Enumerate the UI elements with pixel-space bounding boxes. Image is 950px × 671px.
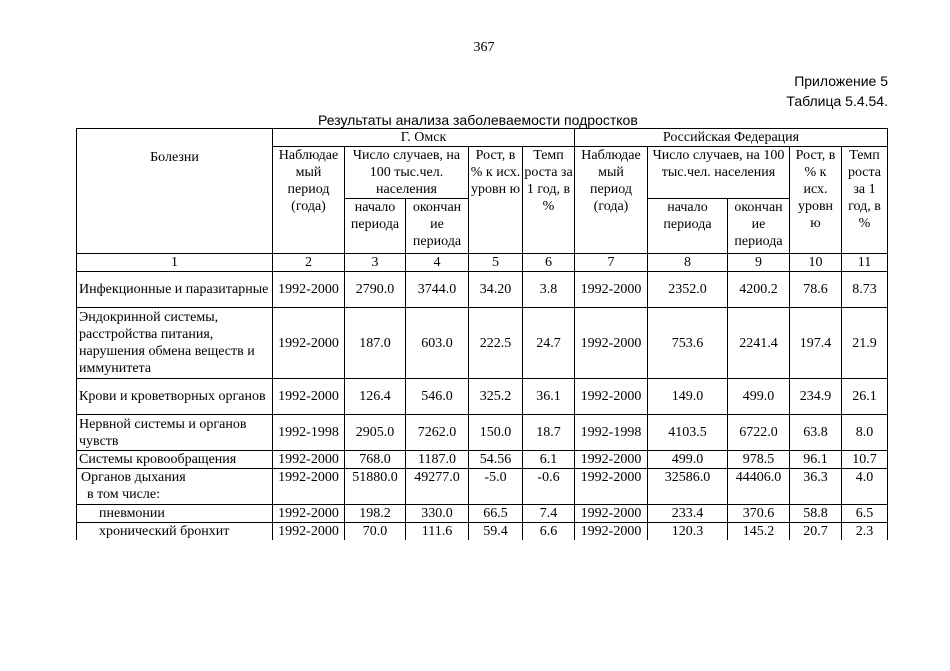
table-cell: 1992-2000 xyxy=(273,272,345,308)
table-cell: 4103.5 xyxy=(648,415,728,451)
table-cell: 198.2 xyxy=(345,505,406,523)
table-cell: 978.5 xyxy=(728,451,790,469)
header-start: начало периода xyxy=(345,199,406,254)
table-cell: 6.1 xyxy=(523,451,575,469)
table-cell: 51880.0 xyxy=(345,469,406,505)
table-cell: 10.7 xyxy=(842,451,888,469)
table-cell: 54.56 xyxy=(469,451,523,469)
table-cell: 1992-2000 xyxy=(575,505,648,523)
disease-name: Нервной системы и органов чувств xyxy=(77,415,273,451)
table-cell: 70.0 xyxy=(345,523,406,541)
table-cell: 32586.0 xyxy=(648,469,728,505)
column-number: 7 xyxy=(575,254,648,272)
header-start: начало периода xyxy=(648,199,728,254)
table-cell: 150.0 xyxy=(469,415,523,451)
table-cell: 6.6 xyxy=(523,523,575,541)
table-row xyxy=(77,379,888,415)
table-row xyxy=(77,272,888,308)
column-number: 2 xyxy=(273,254,345,272)
table-cell: 4200.2 xyxy=(728,272,790,308)
table-row xyxy=(77,505,888,523)
table-cell: 6.5 xyxy=(842,505,888,523)
table-cell: 58.8 xyxy=(790,505,842,523)
header-end: окончан ие периода xyxy=(728,199,790,254)
disease-name: Инфекционные и паразитарные xyxy=(77,272,273,308)
table-cell: 21.9 xyxy=(842,308,888,379)
table-cell: 233.4 xyxy=(648,505,728,523)
table-row xyxy=(77,451,888,469)
table-cell: 753.6 xyxy=(648,308,728,379)
column-number: 11 xyxy=(842,254,888,272)
table-cell: 2352.0 xyxy=(648,272,728,308)
table-cell: 145.2 xyxy=(728,523,790,541)
table-cell: 222.5 xyxy=(469,308,523,379)
appendix-label: Приложение 5 xyxy=(794,73,888,89)
column-number: 3 xyxy=(345,254,406,272)
header-growth: Рост, в % к исх. уровн ю xyxy=(790,147,842,254)
table-cell: 1992-2000 xyxy=(273,308,345,379)
header-region-rf: Российская Федерация xyxy=(575,129,888,147)
header-period: Наблюдае мый период (года) xyxy=(575,147,648,254)
column-number-row xyxy=(77,254,888,272)
table-label: Таблица 5.4.54. xyxy=(786,93,888,109)
table-cell: 1992-1998 xyxy=(273,415,345,451)
table-row xyxy=(77,469,888,505)
column-number: 10 xyxy=(790,254,842,272)
table-cell: 96.1 xyxy=(790,451,842,469)
table-cell: 8.0 xyxy=(842,415,888,451)
table-row xyxy=(77,415,888,451)
column-number: 4 xyxy=(406,254,469,272)
page-number: 367 xyxy=(473,40,495,55)
table-cell: 370.6 xyxy=(728,505,790,523)
disease-name xyxy=(77,469,273,505)
table-cell: 36.3 xyxy=(790,469,842,505)
table-cell: 26.1 xyxy=(842,379,888,415)
column-number: 9 xyxy=(728,254,790,272)
table-cell: 768.0 xyxy=(345,451,406,469)
table-cell: 6722.0 xyxy=(728,415,790,451)
table-row xyxy=(77,308,888,379)
table-caption: Результаты анализа заболеваемости подростков xyxy=(318,112,638,128)
table-cell: 126.4 xyxy=(345,379,406,415)
table-cell: 78.6 xyxy=(790,272,842,308)
header-cases: Число случаев, на 100 тыс.чел. населения xyxy=(648,147,790,199)
column-number: 5 xyxy=(469,254,523,272)
table-cell: 20.7 xyxy=(790,523,842,541)
disease-name-text: Органов дыхания xyxy=(81,470,186,485)
table-cell: 1187.0 xyxy=(406,451,469,469)
table-cell: 111.6 xyxy=(406,523,469,541)
disease-name: Эндокринной системы, расстройства питания, нарушения обмена веществ и иммунитета xyxy=(77,308,273,379)
table-cell: 18.7 xyxy=(523,415,575,451)
table-cell: 149.0 xyxy=(648,379,728,415)
table-cell: 3.8 xyxy=(523,272,575,308)
table-cell: 1992-2000 xyxy=(575,272,648,308)
table-cell: 330.0 xyxy=(406,505,469,523)
table-cell: 1992-2000 xyxy=(575,523,648,541)
table-cell: 1992-2000 xyxy=(273,505,345,523)
table-cell: 1992-2000 xyxy=(273,451,345,469)
table-cell: 1992-2000 xyxy=(575,469,648,505)
table-cell: 1992-2000 xyxy=(273,379,345,415)
table-cell: 34.20 xyxy=(469,272,523,308)
table-cell: 499.0 xyxy=(728,379,790,415)
header-rate: Темп роста за 1 год, в % xyxy=(523,147,575,254)
table-cell: 120.3 xyxy=(648,523,728,541)
table-cell: 3744.0 xyxy=(406,272,469,308)
table-cell: 2241.4 xyxy=(728,308,790,379)
table-cell: 66.5 xyxy=(469,505,523,523)
table-cell: 234.9 xyxy=(790,379,842,415)
table-cell: 2790.0 xyxy=(345,272,406,308)
disease-name: пневмонии xyxy=(77,505,273,523)
appendix-heading xyxy=(786,71,888,111)
table-cell: 7262.0 xyxy=(406,415,469,451)
table-cell: 197.4 xyxy=(790,308,842,379)
table-cell: 8.73 xyxy=(842,272,888,308)
disease-name: Крови и кроветворных органов xyxy=(77,379,273,415)
table-cell: 2905.0 xyxy=(345,415,406,451)
header-rate: Темп роста за 1 год, в % xyxy=(842,147,888,254)
table-cell: 603.0 xyxy=(406,308,469,379)
header-region-omsk: Г. Омск xyxy=(273,129,575,147)
header-growth: Рост, в % к исх. уровн ю xyxy=(469,147,523,254)
table-cell: 24.7 xyxy=(523,308,575,379)
table-cell: 44406.0 xyxy=(728,469,790,505)
table-cell: 63.8 xyxy=(790,415,842,451)
column-number: 6 xyxy=(523,254,575,272)
table-cell: 546.0 xyxy=(406,379,469,415)
header-period: Наблюдае мый период (года) xyxy=(273,147,345,254)
table-cell: 4.0 xyxy=(842,469,888,505)
table-cell: 36.1 xyxy=(523,379,575,415)
table-cell: 2.3 xyxy=(842,523,888,541)
morbidity-table xyxy=(76,128,888,540)
table-cell: 325.2 xyxy=(469,379,523,415)
column-number: 8 xyxy=(648,254,728,272)
table-cell: 1992-2000 xyxy=(575,451,648,469)
table-cell: 187.0 xyxy=(345,308,406,379)
disease-name: хронический бронхит xyxy=(77,523,273,541)
table-cell: 1992-2000 xyxy=(575,308,648,379)
table-cell: 499.0 xyxy=(648,451,728,469)
table-cell: 1992-2000 xyxy=(273,469,345,505)
header-diseases: Болезни xyxy=(77,129,273,254)
header-cases: Число случаев, на 100 тыс.чел. населения xyxy=(345,147,469,199)
table-cell: 1992-1998 xyxy=(575,415,648,451)
table-cell: 59.4 xyxy=(469,523,523,541)
table-row xyxy=(77,523,888,541)
table-cell: -5.0 xyxy=(469,469,523,505)
disease-name: Системы кровообращения xyxy=(77,451,273,469)
table-cell: 1992-2000 xyxy=(273,523,345,541)
table-cell: 1992-2000 xyxy=(575,379,648,415)
subgroup-label: в том числе: xyxy=(87,487,160,502)
column-number: 1 xyxy=(77,254,273,272)
table-cell: 49277.0 xyxy=(406,469,469,505)
table-cell: 7.4 xyxy=(523,505,575,523)
table-cell: -0.6 xyxy=(523,469,575,505)
header-end: окончан ие периода xyxy=(406,199,469,254)
